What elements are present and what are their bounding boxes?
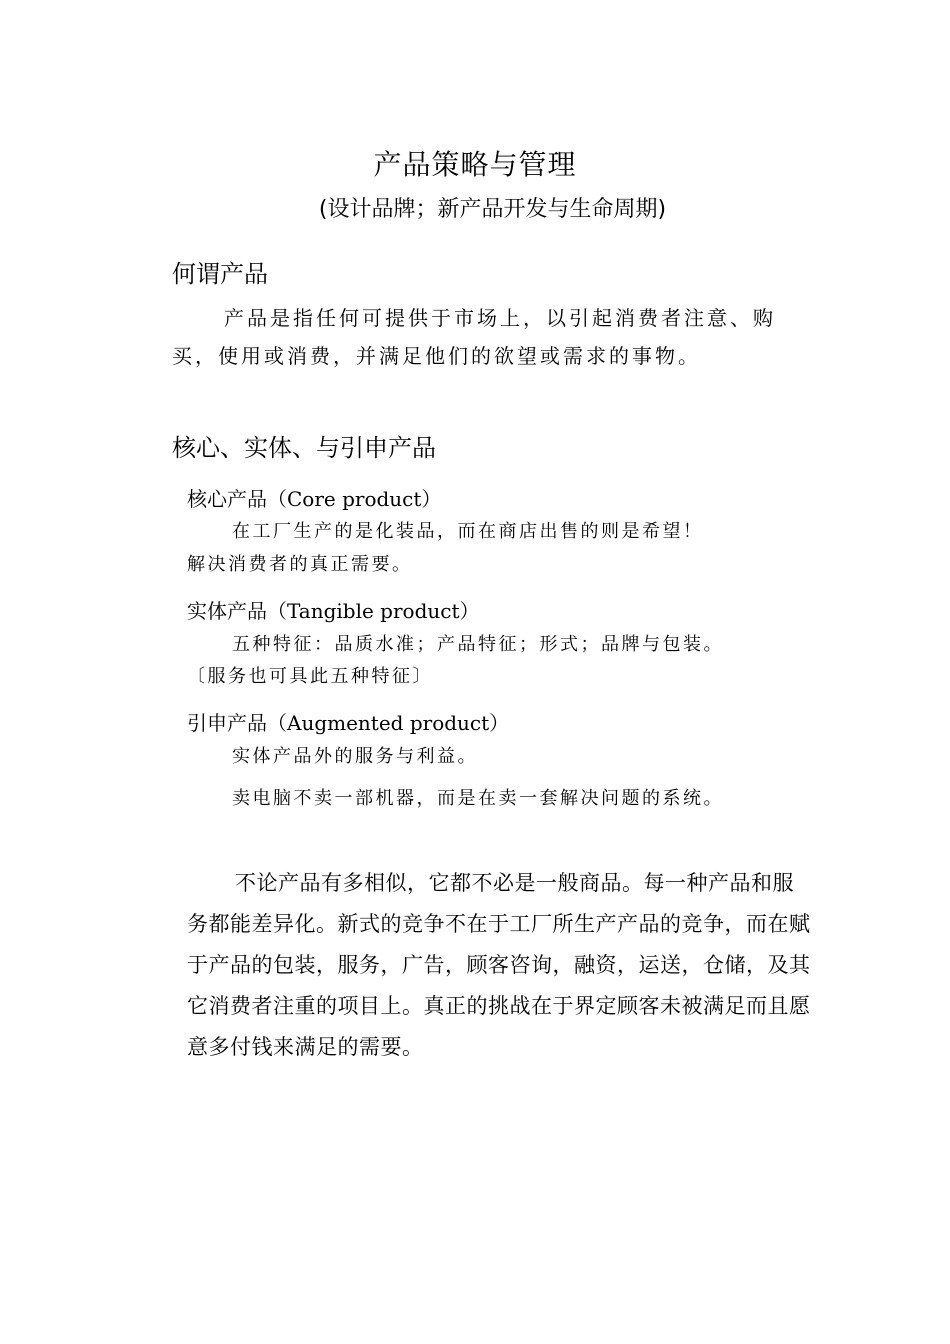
page-subtitle: (设计品牌；新产品开发与生命周期) — [318, 197, 667, 222]
augmented-product-line-2: 卖电脑不卖一部机器，而是在卖一套解决问题的系统。 — [232, 788, 724, 809]
product-definition-paragraph: 产品是指任何可提供于市场上，以引起消费者注意、购买，使用或消费，并满足他们的欲望或需求的事物。 — [172, 306, 776, 368]
tangible-product-line-1: 五种特征：品质水准；产品特征；形式；品牌与包装。 — [232, 634, 724, 655]
page-title: 产品策略与管理 — [373, 148, 577, 181]
core-product-line-1: 在工厂生产的是化装品，而在商店出售的则是希望！ — [232, 521, 704, 542]
section-heading-product-levels: 核心、实体、与引申产品 — [172, 434, 436, 462]
core-product-title: 核心产品（Core product） — [187, 487, 442, 511]
section-heading-what-is-product: 何谓产品 — [172, 260, 268, 288]
core-product-line-2: 解决消费者的真正需要。 — [187, 554, 413, 575]
tangible-product-line-2: 〔服务也可具此五种特征〕 — [187, 666, 433, 687]
tangible-product-title: 实体产品（Tangible product） — [187, 599, 480, 623]
augmented-product-title: 引申产品（Augmented product） — [187, 711, 510, 735]
closing-paragraph: 不论产品有多相似，它都不必是一般商品。每一种产品和服务都能差异化。新式的竞争不在于工厂所生产产品的竞争，而在赋于产品的包装，服务，广告，顾客咨询，融资，运送，仓储，及其它消费者注重的项目上。真正的挑战在于界定顾客未被满足而且愿意多付钱来满足的需要。 — [187, 871, 811, 1059]
augmented-product-line-1: 实体产品外的服务与利益。 — [232, 746, 478, 767]
